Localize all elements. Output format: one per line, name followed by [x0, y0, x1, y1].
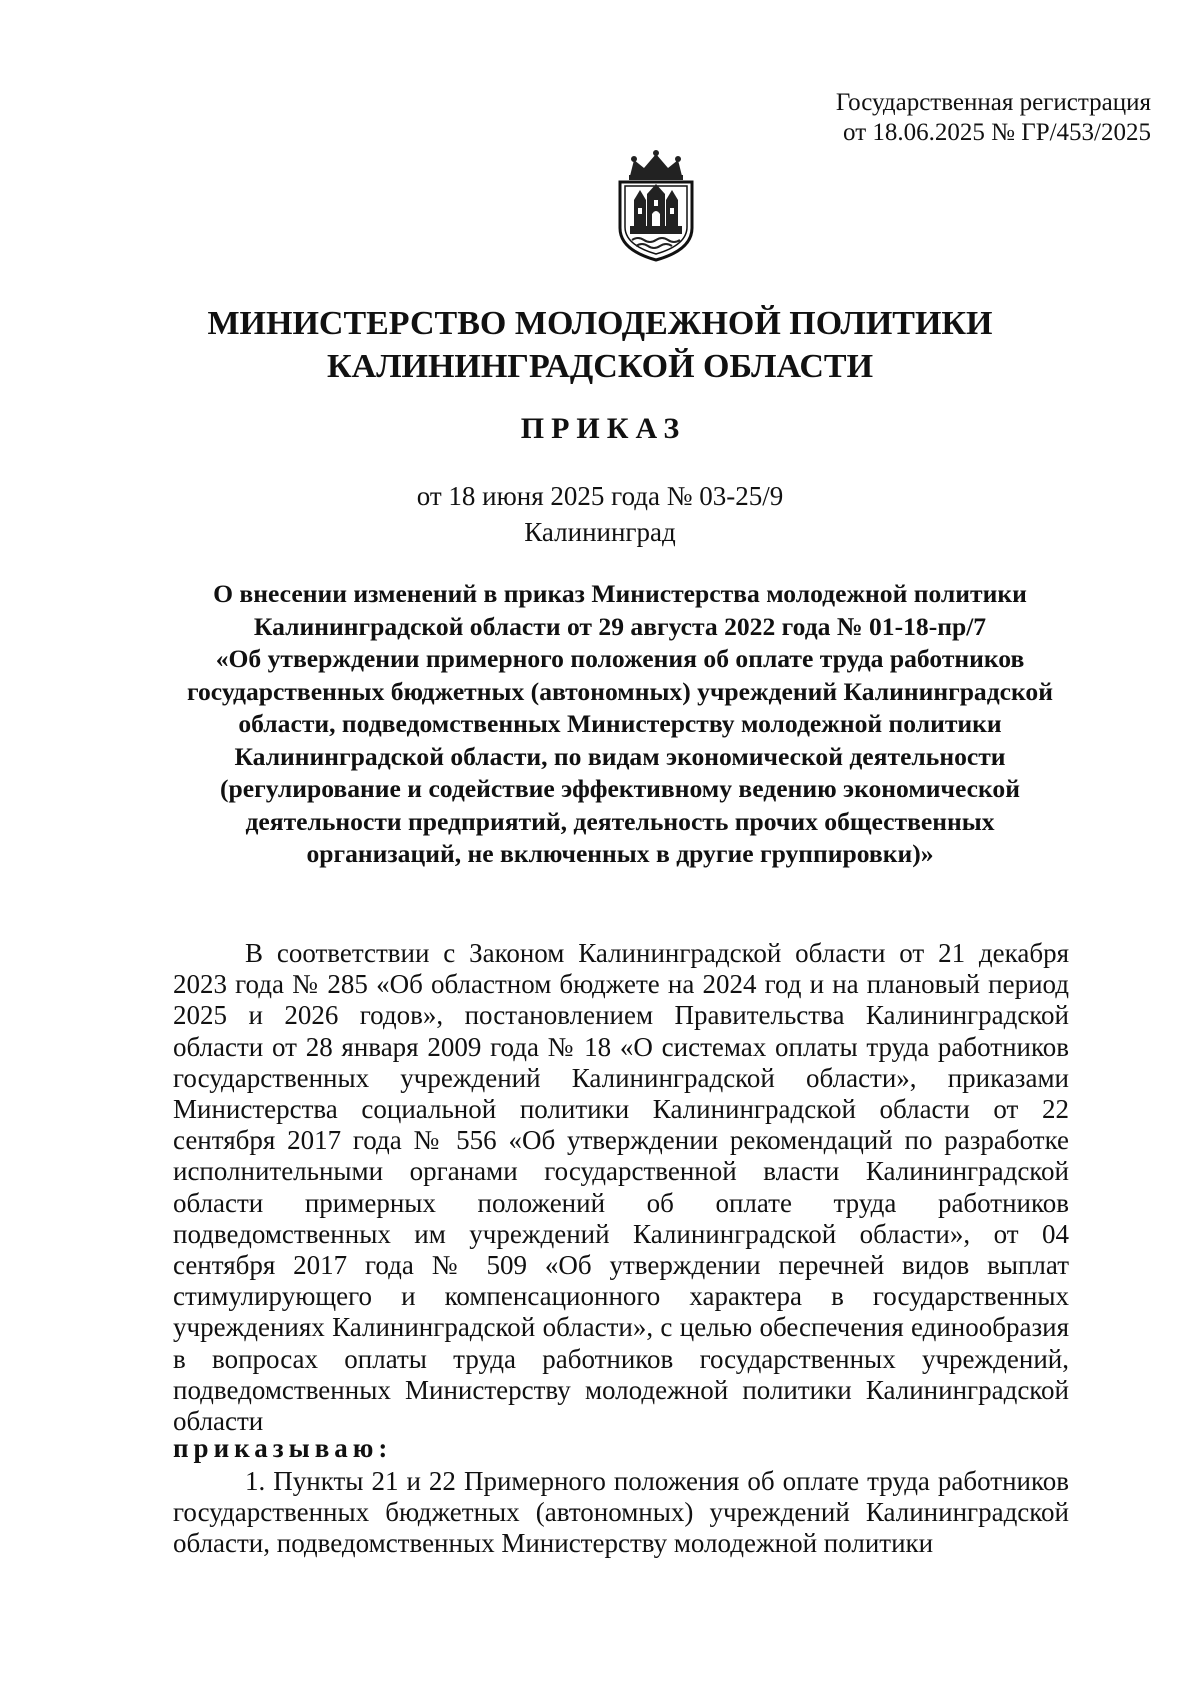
state-registration-stamp	[836, 88, 1151, 148]
ministry-name-line-2: КАЛИНИНГРАДСКОЙ ОБЛАСТИ	[326, 348, 874, 385]
subject-line: О внесении изменений в приказ Министерства молодежной политики	[213, 579, 1027, 608]
document-date-and-place	[0, 478, 1200, 550]
ministry-name	[0, 302, 1200, 388]
kaliningrad-coat-of-arms-icon	[614, 150, 698, 262]
document-subject	[160, 578, 1080, 871]
subject-line: Калининградской области от 29 августа 2022 года № 01-18-пр/7	[253, 611, 987, 641]
document-date-number: от 18 июня 2025 года № 03-25/9	[416, 481, 784, 511]
document-type-heading: ПРИКАЗ	[520, 412, 687, 445]
subject-line: организаций, не включенных в другие группировки)»	[306, 839, 934, 868]
preamble-text: В соответствии с Законом Калининградской области от 21 декабря 2023 года № 285 «Об областном бюджете на 2024 год и на плановый период 2025 и 2026 годов», постановлением Правительства Калининградской области от 28 января 2009 года № 18 «О системах оплаты труда работников государственных учреждений Калининградской области», приказами Министерства социальной политики Калининградской области от 22 сентября 2017 года № 556 «Об утверждении рекомендаций по разработке исполнительными органами государственной власти Калининградской области примерных положений об оплате труда работников подведомственных им учреждений Калининградской области», от 04 сентября 2017 года № 509 «Об утверждении перечней видов выплат стимулирующего и компенсационного характера в государственных учреждениях Калининградской области», с целью обеспечения единообразия в вопросах оплаты труда работников государственных учреждений, подведомственных Министерству молодежной политики Калининградской области	[173, 938, 1069, 1437]
subject-line: деятельности предприятий, деятельность прочих общественных	[245, 806, 995, 836]
order-item-1	[173, 1466, 1069, 1560]
subject-line: Калининградской области, по видам экономической деятельности	[234, 741, 1006, 771]
registration-label: Государственная регистрация	[835, 89, 1151, 116]
order-item-1-text: 1. Пункты 21 и 22 Примерного положения об оплате труда работников государственных бюджетных (автономных) учреждений Калининградской области, подведомственных Министерству молодежной политики	[173, 1466, 1069, 1559]
subject-line: государственных бюджетных (автономных) учреждений Калининградской	[187, 676, 1053, 706]
document-city: Калининград	[524, 517, 676, 547]
subject-line: «Об утверждении примерного положения об оплате труда работников	[215, 644, 1025, 673]
subject-line: области, подведомственных Министерству молодежной политики	[238, 709, 1002, 738]
preamble-paragraph	[173, 938, 1069, 1437]
subject-line: (регулирование и содействие эффективному ведению экономической	[220, 774, 1020, 803]
ministry-name-line-1: МИНИСТЕРСТВО МОЛОДЕЖНОЙ ПОЛИТИКИ	[207, 305, 993, 342]
registration-number: от 18.06.2025 № ГР/453/2025	[843, 119, 1151, 146]
order-verb: приказываю:	[173, 1433, 393, 1463]
